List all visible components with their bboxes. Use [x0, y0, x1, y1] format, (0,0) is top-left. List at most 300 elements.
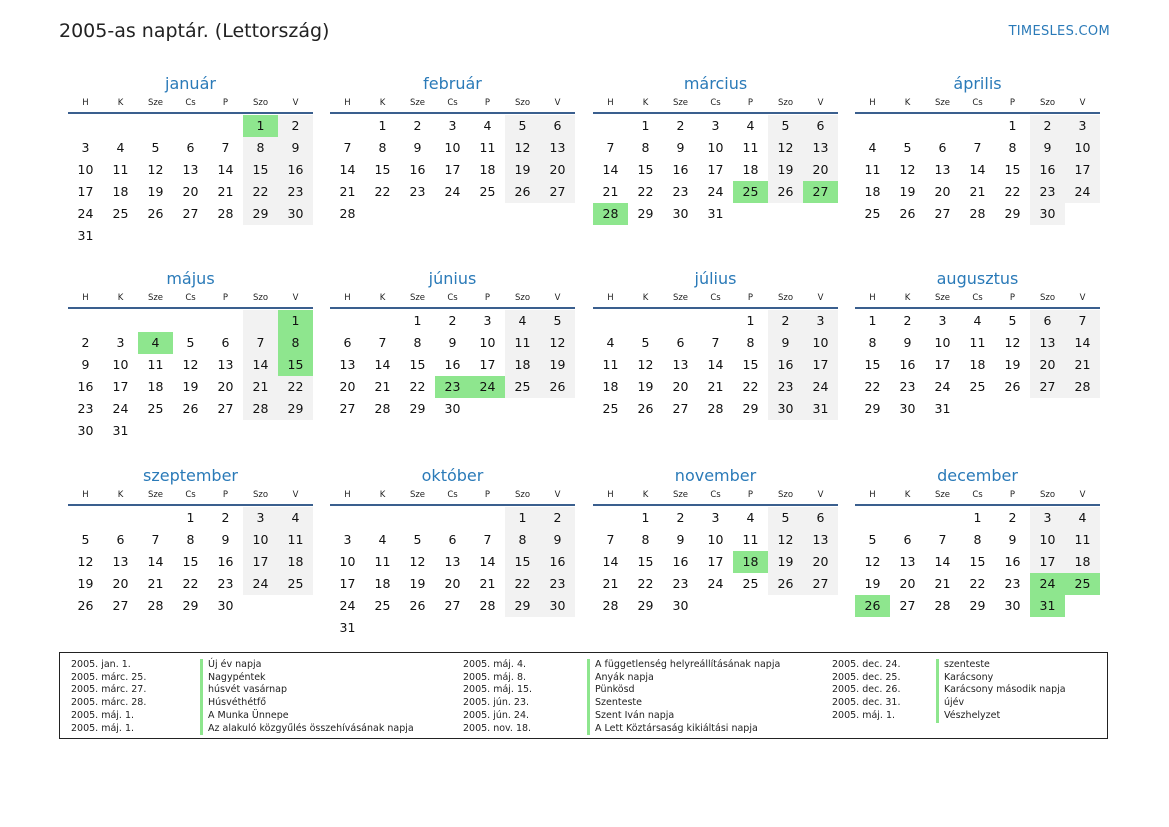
- day-cell[interactable]: 14: [479, 554, 496, 569]
- day-cell[interactable]: 19: [899, 184, 916, 199]
- day-cell[interactable]: 17: [339, 576, 356, 591]
- day-cell[interactable]: 11: [505, 332, 540, 354]
- day-cell[interactable]: 26: [77, 598, 94, 613]
- day-cell[interactable]: 10: [112, 357, 129, 372]
- day-cell[interactable]: 13: [803, 137, 838, 159]
- day-cell[interactable]: 29: [969, 598, 986, 613]
- day-cell[interactable]: 11: [374, 554, 391, 569]
- day-cell[interactable]: 8: [378, 140, 387, 155]
- day-cell[interactable]: 20: [1030, 354, 1065, 376]
- day-cell[interactable]: 21: [339, 184, 356, 199]
- day-cell[interactable]: 17: [707, 162, 724, 177]
- day-cell[interactable]: 10: [707, 532, 724, 547]
- day-cell[interactable]: 8: [746, 335, 755, 350]
- day-cell[interactable]: 23: [672, 576, 689, 591]
- day-cell[interactable]: 28: [593, 203, 628, 225]
- day-cell[interactable]: 26: [768, 181, 803, 203]
- day-cell[interactable]: 17: [479, 357, 496, 372]
- day-cell[interactable]: 1: [746, 313, 755, 328]
- day-cell[interactable]: 17: [112, 379, 129, 394]
- day-cell[interactable]: 25: [864, 206, 881, 221]
- day-cell[interactable]: 24: [707, 184, 724, 199]
- day-cell[interactable]: 26: [505, 181, 540, 203]
- day-cell[interactable]: 17: [707, 554, 724, 569]
- day-cell[interactable]: 27: [217, 401, 234, 416]
- day-cell[interactable]: 2: [676, 510, 685, 525]
- day-cell[interactable]: 18: [112, 184, 129, 199]
- day-cell[interactable]: 10: [479, 335, 496, 350]
- day-cell[interactable]: 3: [343, 532, 352, 547]
- day-cell[interactable]: 22: [864, 379, 881, 394]
- day-cell[interactable]: 21: [217, 184, 234, 199]
- day-cell[interactable]: 2: [903, 313, 912, 328]
- day-cell[interactable]: 26: [1004, 379, 1021, 394]
- day-cell[interactable]: 16: [217, 554, 234, 569]
- day-cell[interactable]: 21: [243, 376, 278, 398]
- day-cell[interactable]: 29: [742, 401, 759, 416]
- day-cell[interactable]: 14: [707, 357, 724, 372]
- day-cell[interactable]: 28: [339, 206, 356, 221]
- day-cell[interactable]: 27: [934, 206, 951, 221]
- day-cell[interactable]: 25: [278, 573, 313, 595]
- day-cell[interactable]: 24: [707, 576, 724, 591]
- day-cell[interactable]: 22: [969, 576, 986, 591]
- day-cell[interactable]: 11: [1065, 529, 1100, 551]
- day-cell[interactable]: 4: [483, 118, 492, 133]
- day-cell[interactable]: 12: [182, 357, 199, 372]
- day-cell[interactable]: 27: [1030, 376, 1065, 398]
- day-cell[interactable]: 21: [374, 379, 391, 394]
- day-cell[interactable]: 11: [742, 532, 759, 547]
- day-cell[interactable]: 5: [413, 532, 422, 547]
- day-cell[interactable]: 18: [1065, 551, 1100, 573]
- day-cell[interactable]: 19: [540, 354, 575, 376]
- day-cell[interactable]: 8: [641, 532, 650, 547]
- day-cell[interactable]: 9: [81, 357, 90, 372]
- day-cell[interactable]: 16: [444, 357, 461, 372]
- day-cell[interactable]: 21: [707, 379, 724, 394]
- day-cell[interactable]: 24: [934, 379, 951, 394]
- day-cell[interactable]: 10: [77, 162, 94, 177]
- day-cell[interactable]: 26: [540, 376, 575, 398]
- day-cell[interactable]: 13: [339, 357, 356, 372]
- day-cell[interactable]: 10: [243, 529, 278, 551]
- day-cell[interactable]: 3: [803, 310, 838, 332]
- day-cell[interactable]: 30: [444, 401, 461, 416]
- day-cell[interactable]: 25: [733, 181, 768, 203]
- day-cell[interactable]: 27: [339, 401, 356, 416]
- day-cell[interactable]: 24: [803, 376, 838, 398]
- day-cell[interactable]: 18: [864, 184, 881, 199]
- day-cell[interactable]: 15: [637, 162, 654, 177]
- day-cell[interactable]: 5: [186, 335, 195, 350]
- day-cell[interactable]: 28: [1065, 376, 1100, 398]
- day-cell[interactable]: 14: [243, 354, 278, 376]
- day-cell[interactable]: 2: [540, 507, 575, 529]
- day-cell[interactable]: 31: [77, 228, 94, 243]
- day-cell[interactable]: 16: [1030, 159, 1065, 181]
- day-cell[interactable]: 12: [864, 554, 881, 569]
- day-cell[interactable]: 17: [444, 162, 461, 177]
- day-cell[interactable]: 11: [479, 140, 496, 155]
- day-cell[interactable]: 17: [1030, 551, 1065, 573]
- day-cell[interactable]: 5: [868, 532, 877, 547]
- day-cell[interactable]: 13: [112, 554, 129, 569]
- day-cell[interactable]: 18: [278, 551, 313, 573]
- day-cell[interactable]: 4: [116, 140, 125, 155]
- day-cell[interactable]: 3: [711, 118, 720, 133]
- day-cell[interactable]: 14: [1065, 332, 1100, 354]
- day-cell[interactable]: 20: [672, 379, 689, 394]
- day-cell[interactable]: 15: [505, 551, 540, 573]
- day-cell[interactable]: 23: [540, 573, 575, 595]
- day-cell[interactable]: 19: [637, 379, 654, 394]
- day-cell[interactable]: 26: [855, 595, 890, 617]
- day-cell[interactable]: 18: [733, 551, 768, 573]
- day-cell[interactable]: 21: [602, 184, 619, 199]
- day-cell[interactable]: 6: [540, 115, 575, 137]
- day-cell[interactable]: 9: [540, 529, 575, 551]
- day-cell[interactable]: 1: [641, 118, 650, 133]
- day-cell[interactable]: 19: [182, 379, 199, 394]
- day-cell[interactable]: 2: [278, 115, 313, 137]
- day-cell[interactable]: 4: [505, 310, 540, 332]
- day-cell[interactable]: 30: [540, 595, 575, 617]
- day-cell[interactable]: 9: [676, 532, 685, 547]
- day-cell[interactable]: 9: [903, 335, 912, 350]
- day-cell[interactable]: 11: [278, 529, 313, 551]
- day-cell[interactable]: 25: [969, 379, 986, 394]
- day-cell[interactable]: 3: [483, 313, 492, 328]
- day-cell[interactable]: 29: [864, 401, 881, 416]
- day-cell[interactable]: 16: [77, 379, 94, 394]
- day-cell[interactable]: 7: [938, 532, 947, 547]
- day-cell[interactable]: 1: [278, 310, 313, 332]
- day-cell[interactable]: 12: [77, 554, 94, 569]
- day-cell[interactable]: 26: [409, 598, 426, 613]
- day-cell[interactable]: 6: [903, 532, 912, 547]
- day-cell[interactable]: 8: [243, 137, 278, 159]
- day-cell[interactable]: 13: [672, 357, 689, 372]
- day-cell[interactable]: 20: [182, 184, 199, 199]
- day-cell[interactable]: 2: [221, 510, 230, 525]
- day-cell[interactable]: 16: [899, 357, 916, 372]
- day-cell[interactable]: 4: [868, 140, 877, 155]
- day-cell[interactable]: 8: [413, 335, 422, 350]
- day-cell[interactable]: 23: [217, 576, 234, 591]
- day-cell[interactable]: 12: [637, 357, 654, 372]
- day-cell[interactable]: 17: [77, 184, 94, 199]
- day-cell[interactable]: 15: [409, 357, 426, 372]
- day-cell[interactable]: 31: [339, 620, 356, 635]
- day-cell[interactable]: 12: [899, 162, 916, 177]
- day-cell[interactable]: 23: [1004, 576, 1021, 591]
- day-cell[interactable]: 28: [934, 598, 951, 613]
- day-cell[interactable]: 15: [182, 554, 199, 569]
- day-cell[interactable]: 29: [637, 206, 654, 221]
- day-cell[interactable]: 22: [278, 376, 313, 398]
- day-cell[interactable]: 30: [278, 203, 313, 225]
- day-cell[interactable]: 14: [147, 554, 164, 569]
- day-cell[interactable]: 7: [606, 140, 615, 155]
- day-cell[interactable]: 18: [602, 379, 619, 394]
- day-cell[interactable]: 16: [672, 162, 689, 177]
- day-cell[interactable]: 8: [505, 529, 540, 551]
- day-cell[interactable]: 23: [672, 184, 689, 199]
- day-cell[interactable]: 8: [973, 532, 982, 547]
- day-cell[interactable]: 30: [672, 598, 689, 613]
- day-cell[interactable]: 30: [1030, 203, 1065, 225]
- day-cell[interactable]: 5: [641, 335, 650, 350]
- day-cell[interactable]: 21: [1065, 354, 1100, 376]
- day-cell[interactable]: 24: [444, 184, 461, 199]
- day-cell[interactable]: 15: [969, 554, 986, 569]
- day-cell[interactable]: 1: [641, 510, 650, 525]
- day-cell[interactable]: 6: [938, 140, 947, 155]
- day-cell[interactable]: 4: [973, 313, 982, 328]
- day-cell[interactable]: 31: [803, 398, 838, 420]
- day-cell[interactable]: 21: [147, 576, 164, 591]
- day-cell[interactable]: 24: [1065, 181, 1100, 203]
- day-cell[interactable]: 20: [112, 576, 129, 591]
- day-cell[interactable]: 17: [803, 354, 838, 376]
- day-cell[interactable]: 21: [934, 576, 951, 591]
- day-cell[interactable]: 17: [934, 357, 951, 372]
- day-cell[interactable]: 17: [243, 551, 278, 573]
- day-cell[interactable]: 13: [934, 162, 951, 177]
- day-cell[interactable]: 27: [540, 181, 575, 203]
- day-cell[interactable]: 23: [77, 401, 94, 416]
- day-cell[interactable]: 18: [147, 379, 164, 394]
- day-cell[interactable]: 14: [934, 554, 951, 569]
- day-cell[interactable]: 19: [864, 576, 881, 591]
- day-cell[interactable]: 7: [606, 532, 615, 547]
- day-cell[interactable]: 4: [378, 532, 387, 547]
- day-cell[interactable]: 23: [1030, 181, 1065, 203]
- day-cell[interactable]: 8: [868, 335, 877, 350]
- day-cell[interactable]: 15: [742, 357, 759, 372]
- day-cell[interactable]: 21: [969, 184, 986, 199]
- day-cell[interactable]: 9: [221, 532, 230, 547]
- day-cell[interactable]: 28: [479, 598, 496, 613]
- day-cell[interactable]: 9: [1030, 137, 1065, 159]
- day-cell[interactable]: 8: [278, 332, 313, 354]
- day-cell[interactable]: 13: [803, 529, 838, 551]
- day-cell[interactable]: 22: [1004, 184, 1021, 199]
- day-cell[interactable]: 20: [899, 576, 916, 591]
- day-cell[interactable]: 21: [479, 576, 496, 591]
- day-cell[interactable]: 9: [676, 140, 685, 155]
- day-cell[interactable]: 12: [147, 162, 164, 177]
- day-cell[interactable]: 6: [343, 335, 352, 350]
- day-cell[interactable]: 10: [339, 554, 356, 569]
- day-cell[interactable]: 26: [182, 401, 199, 416]
- day-cell[interactable]: 26: [899, 206, 916, 221]
- day-cell[interactable]: 23: [899, 379, 916, 394]
- day-cell[interactable]: 7: [973, 140, 982, 155]
- day-cell[interactable]: 14: [339, 162, 356, 177]
- day-cell[interactable]: 30: [672, 206, 689, 221]
- day-cell[interactable]: 29: [409, 401, 426, 416]
- day-cell[interactable]: 24: [470, 376, 505, 398]
- day-cell[interactable]: 25: [602, 401, 619, 416]
- day-cell[interactable]: 5: [151, 140, 160, 155]
- day-cell[interactable]: 5: [768, 115, 803, 137]
- day-cell[interactable]: 2: [413, 118, 422, 133]
- day-cell[interactable]: 2: [676, 118, 685, 133]
- day-cell[interactable]: 22: [182, 576, 199, 591]
- day-cell[interactable]: 22: [742, 379, 759, 394]
- day-cell[interactable]: 27: [803, 181, 838, 203]
- day-cell[interactable]: 25: [112, 206, 129, 221]
- day-cell[interactable]: 28: [243, 398, 278, 420]
- day-cell[interactable]: 28: [602, 598, 619, 613]
- day-cell[interactable]: 29: [243, 203, 278, 225]
- day-cell[interactable]: 15: [1004, 162, 1021, 177]
- day-cell[interactable]: 13: [899, 554, 916, 569]
- day-cell[interactable]: 16: [672, 554, 689, 569]
- day-cell[interactable]: 31: [1030, 595, 1065, 617]
- day-cell[interactable]: 15: [243, 159, 278, 181]
- day-cell[interactable]: 1: [186, 510, 195, 525]
- day-cell[interactable]: 23: [768, 376, 803, 398]
- day-cell[interactable]: 18: [742, 162, 759, 177]
- day-cell[interactable]: 6: [1030, 310, 1065, 332]
- day-cell[interactable]: 30: [77, 423, 94, 438]
- day-cell[interactable]: 9: [1008, 532, 1017, 547]
- day-cell[interactable]: 3: [448, 118, 457, 133]
- day-cell[interactable]: 9: [413, 140, 422, 155]
- day-cell[interactable]: 1: [868, 313, 877, 328]
- day-cell[interactable]: 20: [803, 159, 838, 181]
- day-cell[interactable]: 14: [969, 162, 986, 177]
- day-cell[interactable]: 7: [1065, 310, 1100, 332]
- day-cell[interactable]: 5: [768, 507, 803, 529]
- day-cell[interactable]: 22: [409, 379, 426, 394]
- day-cell[interactable]: 15: [864, 357, 881, 372]
- day-cell[interactable]: 16: [540, 551, 575, 573]
- day-cell[interactable]: 11: [969, 335, 986, 350]
- day-cell[interactable]: 8: [1008, 140, 1017, 155]
- day-cell[interactable]: 10: [444, 140, 461, 155]
- day-cell[interactable]: 14: [602, 162, 619, 177]
- day-cell[interactable]: 4: [746, 510, 755, 525]
- day-cell[interactable]: 16: [409, 162, 426, 177]
- day-cell[interactable]: 3: [1030, 507, 1065, 529]
- day-cell[interactable]: 26: [637, 401, 654, 416]
- day-cell[interactable]: 11: [147, 357, 164, 372]
- day-cell[interactable]: 20: [444, 576, 461, 591]
- day-cell[interactable]: 29: [1004, 206, 1021, 221]
- day-cell[interactable]: 16: [1004, 554, 1021, 569]
- day-cell[interactable]: 4: [278, 507, 313, 529]
- day-cell[interactable]: 11: [112, 162, 129, 177]
- day-cell[interactable]: 7: [378, 335, 387, 350]
- day-cell[interactable]: 6: [186, 140, 195, 155]
- day-cell[interactable]: 10: [1030, 529, 1065, 551]
- day-cell[interactable]: 10: [934, 335, 951, 350]
- day-cell[interactable]: 22: [243, 181, 278, 203]
- day-cell[interactable]: 24: [1030, 573, 1065, 595]
- day-cell[interactable]: 11: [864, 162, 881, 177]
- day-cell[interactable]: 19: [505, 159, 540, 181]
- day-cell[interactable]: 30: [899, 401, 916, 416]
- day-cell[interactable]: 1: [505, 507, 540, 529]
- day-cell[interactable]: 18: [479, 162, 496, 177]
- day-cell[interactable]: 16: [278, 159, 313, 181]
- day-cell[interactable]: 6: [676, 335, 685, 350]
- day-cell[interactable]: 12: [768, 529, 803, 551]
- day-cell[interactable]: 2: [81, 335, 90, 350]
- day-cell[interactable]: 20: [540, 159, 575, 181]
- day-cell[interactable]: 23: [278, 181, 313, 203]
- day-cell[interactable]: 12: [409, 554, 426, 569]
- day-cell[interactable]: 20: [803, 551, 838, 573]
- day-cell[interactable]: 7: [711, 335, 720, 350]
- day-cell[interactable]: 31: [707, 206, 724, 221]
- day-cell[interactable]: 25: [1065, 573, 1100, 595]
- day-cell[interactable]: 9: [278, 137, 313, 159]
- day-cell[interactable]: 18: [505, 354, 540, 376]
- day-cell[interactable]: 24: [77, 206, 94, 221]
- day-cell[interactable]: 25: [374, 598, 391, 613]
- day-cell[interactable]: 14: [602, 554, 619, 569]
- day-cell[interactable]: 12: [540, 332, 575, 354]
- day-cell[interactable]: 13: [182, 162, 199, 177]
- day-cell[interactable]: 15: [374, 162, 391, 177]
- day-cell[interactable]: 28: [217, 206, 234, 221]
- day-cell[interactable]: 5: [903, 140, 912, 155]
- day-cell[interactable]: 18: [374, 576, 391, 591]
- day-cell[interactable]: 7: [343, 140, 352, 155]
- day-cell[interactable]: 4: [746, 118, 755, 133]
- day-cell[interactable]: 7: [483, 532, 492, 547]
- day-cell[interactable]: 25: [505, 376, 540, 398]
- day-cell[interactable]: 18: [969, 357, 986, 372]
- day-cell[interactable]: 25: [742, 576, 759, 591]
- day-cell[interactable]: 24: [339, 598, 356, 613]
- day-cell[interactable]: 15: [637, 554, 654, 569]
- day-cell[interactable]: 31: [112, 423, 129, 438]
- day-cell[interactable]: 12: [1004, 335, 1021, 350]
- day-cell[interactable]: 7: [243, 332, 278, 354]
- day-cell[interactable]: 6: [803, 507, 838, 529]
- day-cell[interactable]: 1: [378, 118, 387, 133]
- day-cell[interactable]: 13: [540, 137, 575, 159]
- day-cell[interactable]: 14: [217, 162, 234, 177]
- day-cell[interactable]: 19: [147, 184, 164, 199]
- day-cell[interactable]: 1: [1008, 118, 1017, 133]
- day-cell[interactable]: 29: [278, 398, 313, 420]
- day-cell[interactable]: 3: [116, 335, 125, 350]
- day-cell[interactable]: 4: [1065, 507, 1100, 529]
- day-cell[interactable]: 11: [742, 140, 759, 155]
- day-cell[interactable]: 28: [707, 401, 724, 416]
- day-cell[interactable]: 13: [1030, 332, 1065, 354]
- day-cell[interactable]: 20: [339, 379, 356, 394]
- day-cell[interactable]: 24: [243, 573, 278, 595]
- day-cell[interactable]: 27: [803, 573, 838, 595]
- day-cell[interactable]: 19: [1004, 357, 1021, 372]
- day-cell[interactable]: 1: [973, 510, 982, 525]
- day-cell[interactable]: 6: [803, 115, 838, 137]
- day-cell[interactable]: 14: [374, 357, 391, 372]
- day-cell[interactable]: 27: [899, 598, 916, 613]
- day-cell[interactable]: 19: [768, 159, 803, 181]
- day-cell[interactable]: 5: [1008, 313, 1017, 328]
- day-cell[interactable]: 2: [1030, 115, 1065, 137]
- day-cell[interactable]: 22: [637, 576, 654, 591]
